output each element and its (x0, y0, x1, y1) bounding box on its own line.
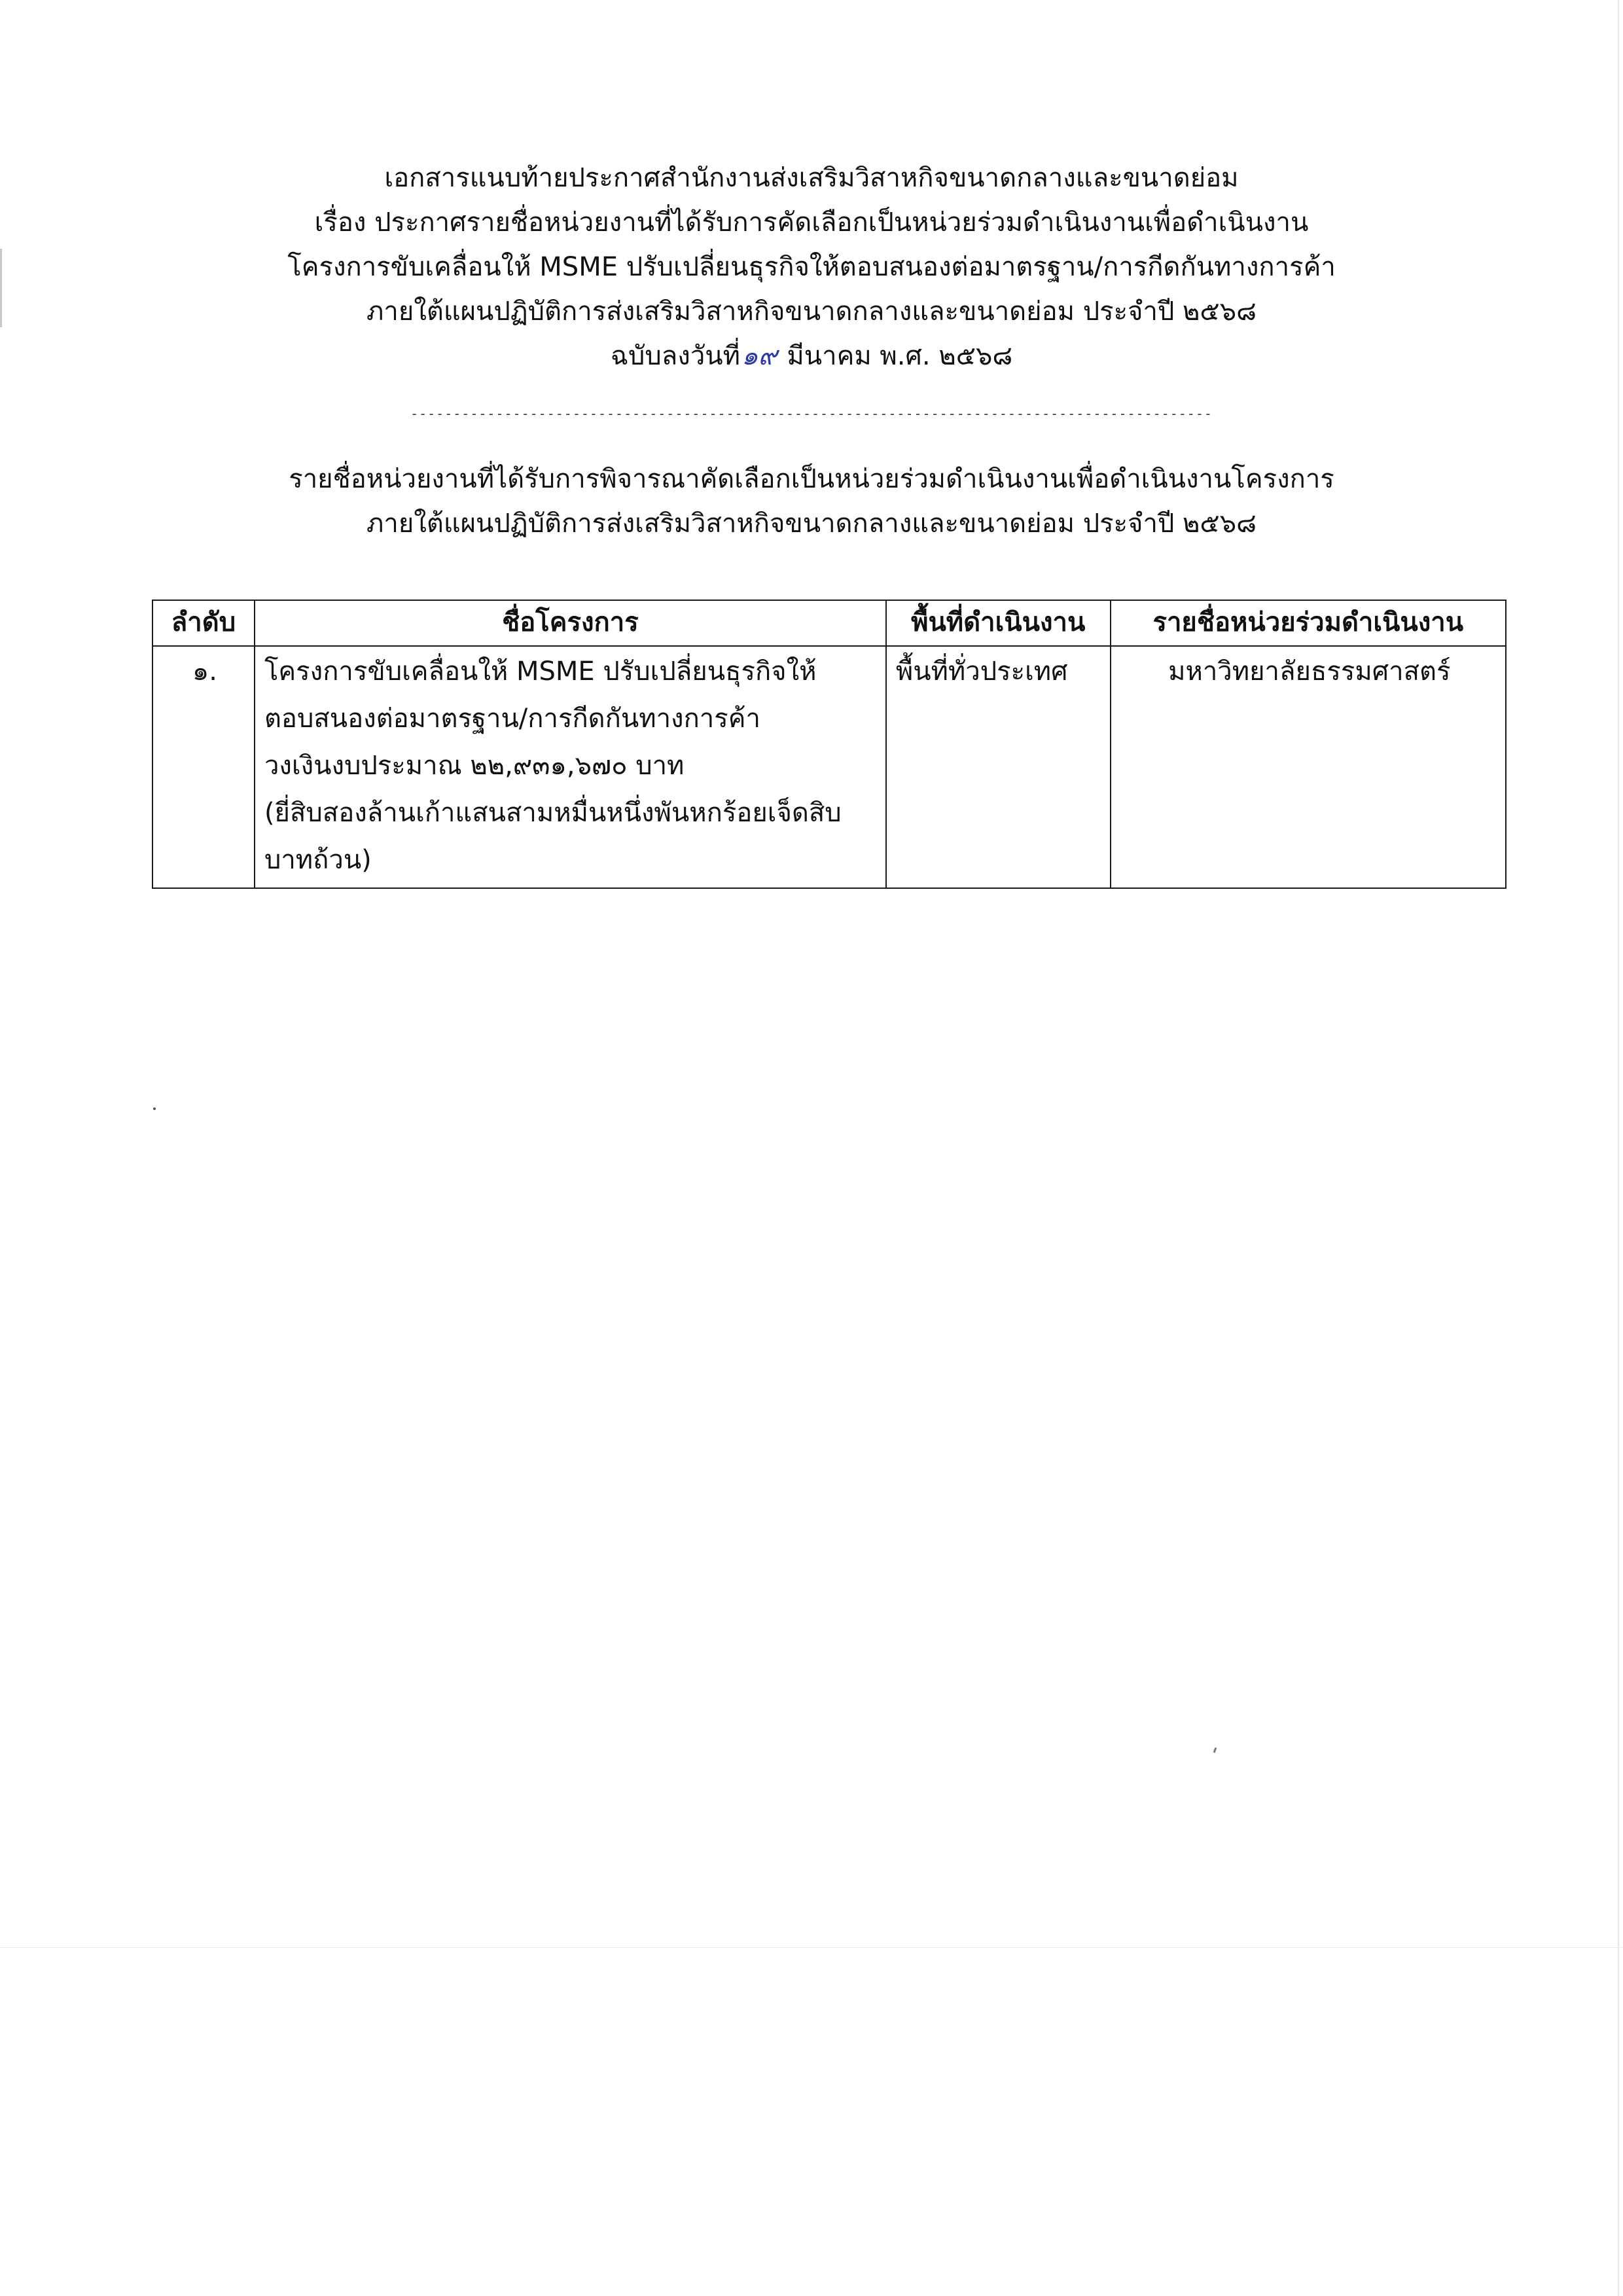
table-row (152, 646, 1506, 888)
project-line-1: โครงการขับเคลื่อนให้ MSME ปรับเปลี่ยนธุรกิจให้ (264, 656, 817, 687)
cell-partner-unit: มหาวิทยาลัยธรรมศาสตร์ (1111, 646, 1506, 888)
project-budget-words-line-2: บาทถ้วน) (264, 845, 372, 875)
table-header-row (152, 600, 1506, 646)
header-project-name: ชื่อโครงการ (255, 600, 886, 646)
project-line-2: ตอบสนองต่อมาตรฐาน/การกีดกันทางการค้า (264, 704, 760, 734)
document-header (0, 157, 1623, 380)
header-seq: ลำดับ (152, 600, 255, 646)
scan-speck (1213, 1748, 1217, 1753)
header-operating-area: พื้นที่ดำเนินงาน (886, 600, 1111, 646)
dashed-separator: ---------------------------------------------------------------------------------------------- (410, 406, 1213, 422)
selected-units-table (152, 600, 1507, 889)
header-partner-units: รายชื่อหน่วยร่วมดำเนินงาน (1111, 600, 1506, 646)
header-line-4: ภายใต้แผนปฏิบัติการส่งเสริมวิสาหกิจขนาดกลางและขนาดย่อม ประจำปี ๒๕๖๘ (366, 296, 1257, 327)
project-budget-words-line-1: (ยี่สิบสองล้านเก้าแสนสามหมื่นหนึ่งพันหกร้อยเจ็ดสิบ (264, 798, 842, 828)
subheading-line-2: ภายใต้แผนปฏิบัติการส่งเสริมวิสาหกิจขนาดกลางและขนาดย่อม ประจำปี ๒๕๖๘ (366, 509, 1257, 539)
header-line-3: โครงการขับเคลื่อนให้ MSME ปรับเปลี่ยนธุรกิจให้ตอบสนองต่อมาตรฐาน/การกีดกันทางการค้า (287, 252, 1336, 282)
scan-fold-line (0, 1947, 1623, 1948)
date-suffix: มีนาคม พ.ศ. ๒๕๖๘ (778, 341, 1013, 371)
cell-operating-area: พื้นที่ทั่วประเทศ (886, 646, 1111, 888)
header-line-2: เรื่อง ประกาศรายชื่อหน่วยงานที่ได้รับการคัดเลือกเป็นหน่วยร่วมดำเนินงานเพื่อดำเนินงาน (314, 207, 1309, 238)
date-prefix: ฉบับลงวันที่ (610, 341, 741, 371)
handwritten-date-day: ๑๙ (741, 341, 777, 371)
project-budget-line: วงเงินงบประมาณ ๒๒,๙๓๑,๖๗๐ บาท (264, 751, 685, 781)
subheading-line-1: รายชื่อหน่วยงานที่ได้รับการพิจารณาคัดเลือกเป็นหน่วยร่วมดำเนินงานเพื่อดำเนินงานโครงการ (289, 464, 1334, 494)
list-subheading (0, 458, 1623, 547)
header-date-line (0, 335, 1623, 380)
cell-project (255, 646, 886, 888)
scan-speck (153, 1107, 156, 1110)
header-line-1: เอกสารแนบท้ายประกาศสำนักงานส่งเสริมวิสาหกิจขนาดกลางและขนาดย่อม (384, 163, 1239, 193)
cell-seq: ๑. (152, 646, 255, 888)
